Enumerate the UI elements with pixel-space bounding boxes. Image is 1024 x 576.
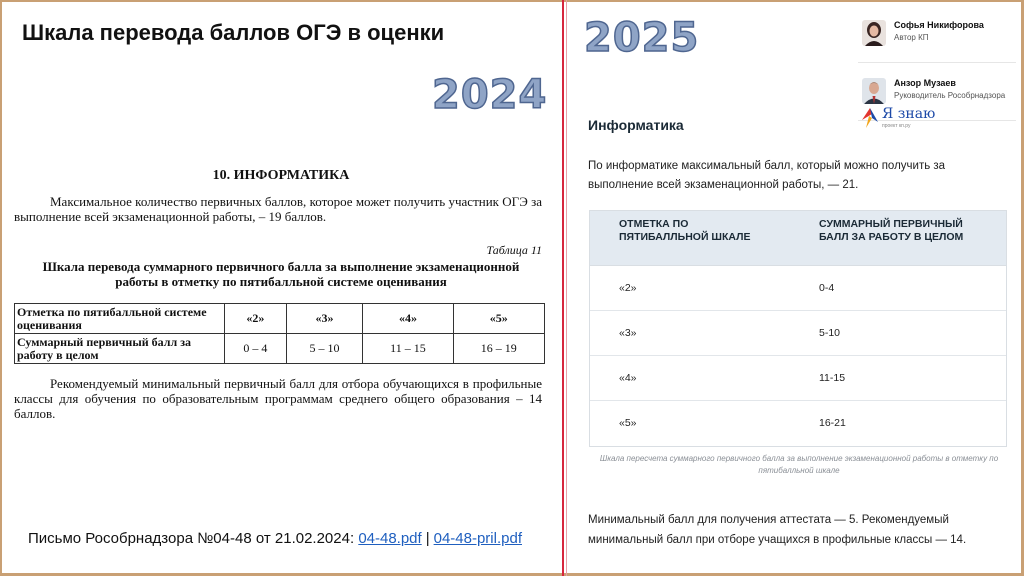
author-role: Автор КП (894, 33, 929, 42)
letter-reference (28, 530, 522, 547)
table-row (15, 304, 545, 334)
letter-attachment-link[interactable]: 04-48-pril.pdf (433, 530, 522, 547)
letter-text: Письмо Рособрнадзора №04-48 от 21.02.2024: (28, 530, 355, 547)
link-separator: | (425, 530, 430, 547)
header-score: СУММАРНЫЙ ПЕРВИЧНЫЙ БАЛЛ ЗА РАБОТУ В ЦЕЛОМ (819, 218, 964, 243)
authors-separator (858, 62, 1016, 63)
grade-scale-table-2024 (14, 303, 545, 364)
score-cell: 5-10 (819, 327, 841, 339)
score-cell: 5 – 10 (286, 334, 363, 364)
score-cell: 11-15 (819, 372, 846, 384)
score-cell: 0-4 (819, 282, 835, 294)
table-caption-2025: Шкала пересчета суммарного первичного балла за выполнение экзаменационной работы в отметку по пятибалльной шкале (599, 454, 999, 475)
grade-cell: «5» (619, 417, 637, 429)
logo-mark-icon (860, 106, 880, 130)
logo-subtext: проект кп.ру (882, 123, 911, 129)
table-caption: Таблица 11 (486, 243, 542, 257)
table-row (590, 311, 1006, 356)
grade-cell: «4» (619, 372, 637, 384)
author-name: Софья Никифорова (894, 20, 984, 30)
grade-cell: «3» (286, 304, 363, 334)
subject-heading: Информатика (588, 117, 684, 133)
table-header (590, 211, 1006, 266)
grade-scale-table-2025 (589, 210, 1007, 447)
yaznayu-logo[interactable] (860, 106, 950, 134)
score-cell: 0 – 4 (225, 334, 287, 364)
table-row (15, 334, 545, 364)
min-score-paragraph-2025: Минимальный балл для получения аттестата — 5. Рекомендуемый минимальный балл при отборе учащихся в профильные классы — 14. (588, 514, 967, 546)
frame-top-border (0, 0, 1024, 2)
year-2024-label: 2024 (432, 72, 548, 118)
grade-cell: «2» (619, 282, 637, 294)
max-score-paragraph-2025: По информатике максимальный балл, который можно получить за выполнение всей экзаменационной работы, — 21. (588, 160, 946, 191)
author-name: Анзор Музаев (894, 78, 956, 88)
avatar (862, 78, 886, 104)
author-card[interactable] (858, 18, 1018, 58)
table-row (590, 266, 1006, 311)
table-title: Шкала перевода суммарного первичного балла за выполнение экзаменационной работы в отметку по пятибалльной системе оценивания (42, 259, 520, 289)
logo-text: Я знаю (882, 106, 936, 122)
score-cell: 16-21 (819, 417, 846, 429)
frame-left-border (0, 0, 2, 576)
header-grade: ОТМЕТКА ПО ПЯТИБАЛЛЬНОЙ ШКАЛЕ (619, 218, 751, 243)
letter-pdf-link[interactable]: 04-48.pdf (358, 530, 422, 547)
row-label-score: Суммарный первичный балл за работу в целом (15, 334, 225, 364)
score-cell: 16 – 19 (453, 334, 544, 364)
grade-cell: «3» (619, 327, 637, 339)
grade-cell: «5» (453, 304, 544, 334)
table-row (590, 356, 1006, 401)
section-divider-shadow (566, 0, 567, 576)
grade-cell: «4» (363, 304, 453, 334)
author-role: Руководитель Рособрнадзора (894, 91, 1006, 100)
score-cell: 11 – 15 (363, 334, 453, 364)
document-heading: 10. ИНФОРМАТИКА (212, 168, 350, 183)
min-score-paragraph: Рекомендуемый минимальный первичный балл для отбора обучающихся в профильные классы для обучения по образовательным программам среднего общего образования – 14 баллов. (14, 376, 542, 421)
year-2025-label: 2025 (584, 15, 700, 61)
grade-cell: «2» (225, 304, 287, 334)
max-score-paragraph: Максимальное количество первичных баллов, которое может получить участник ОГЭ за выполнение всей экзаменационной работы, – 19 баллов. (14, 194, 542, 224)
slide-title: Шкала перевода баллов ОГЭ в оценки (22, 20, 445, 45)
avatar (862, 20, 886, 46)
section-divider (562, 0, 564, 576)
row-label-grade: Отметка по пятибалльной системе оценивания (15, 304, 225, 334)
table-row (590, 401, 1006, 446)
